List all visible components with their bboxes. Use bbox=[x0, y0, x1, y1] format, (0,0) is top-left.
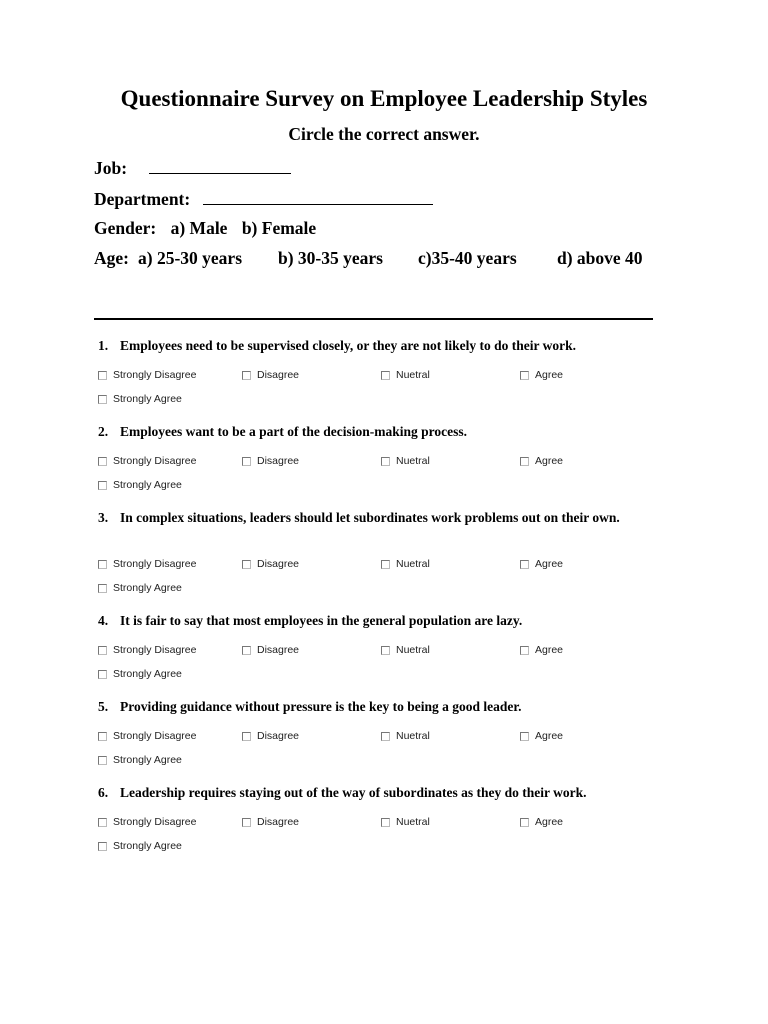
checkbox-icon[interactable] bbox=[98, 732, 107, 741]
q6-option-strongly-disagree[interactable]: Strongly Disagree bbox=[98, 816, 196, 828]
checkbox-icon[interactable] bbox=[242, 457, 251, 466]
checkbox-icon[interactable] bbox=[520, 457, 529, 466]
checkbox-icon[interactable] bbox=[98, 371, 107, 380]
checkbox-icon[interactable] bbox=[381, 732, 390, 741]
checkbox-icon[interactable] bbox=[520, 818, 529, 827]
question-number: 6. bbox=[98, 785, 109, 800]
department-blank-line[interactable] bbox=[203, 188, 433, 205]
q2-option-strongly-disagree[interactable]: Strongly Disagree bbox=[98, 455, 196, 467]
q5-option-strongly-disagree[interactable]: Strongly Disagree bbox=[98, 730, 196, 742]
age-label: Age: bbox=[94, 248, 129, 268]
checkbox-icon[interactable] bbox=[98, 842, 107, 851]
gender-label: Gender: bbox=[94, 218, 157, 238]
q6-option-agree[interactable]: Agree bbox=[520, 816, 563, 828]
job-field bbox=[94, 157, 291, 179]
question-number: 5. bbox=[98, 699, 109, 714]
q4-option-strongly-disagree[interactable]: Strongly Disagree bbox=[98, 644, 196, 656]
q5-option-neutral[interactable]: Nuetral bbox=[381, 730, 430, 742]
checkbox-icon[interactable] bbox=[242, 371, 251, 380]
checkbox-icon[interactable] bbox=[98, 584, 107, 593]
question-5 bbox=[98, 698, 668, 715]
gender-option-female[interactable]: b) Female bbox=[241, 218, 317, 238]
q1-option-strongly-disagree[interactable]: Strongly Disagree bbox=[98, 369, 196, 381]
q4-option-agree[interactable]: Agree bbox=[520, 644, 563, 656]
checkbox-icon[interactable] bbox=[520, 646, 529, 655]
instructions: Circle the correct answer. bbox=[288, 124, 480, 144]
checkbox-icon[interactable] bbox=[98, 395, 107, 404]
q1-option-neutral[interactable]: Nuetral bbox=[381, 369, 430, 381]
q2-option-neutral[interactable]: Nuetral bbox=[381, 455, 430, 467]
q6-option-neutral[interactable]: Nuetral bbox=[381, 816, 430, 828]
q3-option-neutral[interactable]: Nuetral bbox=[381, 558, 430, 570]
checkbox-icon[interactable] bbox=[98, 457, 107, 466]
age-field bbox=[94, 248, 129, 269]
q4-option-strongly-agree[interactable]: Strongly Agree bbox=[98, 668, 182, 680]
q5-option-strongly-agree[interactable]: Strongly Agree bbox=[98, 754, 182, 766]
question-text: It is fair to say that most employees in the general population are lazy. bbox=[120, 613, 523, 628]
q1-option-disagree[interactable]: Disagree bbox=[242, 369, 299, 381]
question-number: 4. bbox=[98, 613, 109, 628]
question-text: Providing guidance without pressure is the key to being a good leader. bbox=[120, 699, 522, 714]
q5-option-disagree[interactable]: Disagree bbox=[242, 730, 299, 742]
department-field bbox=[94, 188, 433, 210]
age-option-b[interactable]: b) 30-35 years bbox=[278, 248, 383, 268]
checkbox-icon[interactable] bbox=[242, 646, 251, 655]
checkbox-icon[interactable] bbox=[98, 646, 107, 655]
q3-option-disagree[interactable]: Disagree bbox=[242, 558, 299, 570]
age-option-d[interactable]: d) above 40 bbox=[557, 248, 643, 268]
gender-field bbox=[94, 218, 316, 239]
question-number: 3. bbox=[98, 510, 109, 525]
checkbox-icon[interactable] bbox=[98, 818, 107, 827]
checkbox-icon[interactable] bbox=[381, 646, 390, 655]
q2-option-agree[interactable]: Agree bbox=[520, 455, 563, 467]
q1-option-agree[interactable]: Agree bbox=[520, 369, 563, 381]
checkbox-icon[interactable] bbox=[242, 818, 251, 827]
checkbox-icon[interactable] bbox=[520, 560, 529, 569]
question-2 bbox=[98, 423, 668, 440]
checkbox-icon[interactable] bbox=[98, 560, 107, 569]
age-option-c[interactable]: c)35-40 years bbox=[418, 248, 517, 268]
question-text: Employees want to be a part of the decision-making process. bbox=[120, 424, 467, 439]
age-option-a[interactable]: a) 25-30 years bbox=[138, 248, 243, 268]
q2-option-strongly-agree[interactable]: Strongly Agree bbox=[98, 479, 182, 491]
question-4 bbox=[98, 612, 668, 629]
question-3 bbox=[98, 509, 668, 526]
checkbox-icon[interactable] bbox=[381, 457, 390, 466]
page-title: Questionnaire Survey on Employee Leadership Styles bbox=[120, 86, 648, 111]
q4-option-disagree[interactable]: Disagree bbox=[242, 644, 299, 656]
question-number: 1. bbox=[98, 338, 109, 353]
checkbox-icon[interactable] bbox=[381, 818, 390, 827]
job-blank-line[interactable] bbox=[149, 157, 291, 174]
q3-option-agree[interactable]: Agree bbox=[520, 558, 563, 570]
checkbox-icon[interactable] bbox=[98, 481, 107, 490]
checkbox-icon[interactable] bbox=[520, 371, 529, 380]
question-text: Leadership requires staying out of the way of subordinates as they do their work. bbox=[120, 785, 587, 800]
checkbox-icon[interactable] bbox=[242, 560, 251, 569]
question-text: Employees need to be supervised closely, or they are not likely to do their work. bbox=[120, 338, 576, 353]
department-label: Department: bbox=[94, 189, 191, 209]
checkbox-icon[interactable] bbox=[381, 560, 390, 569]
question-1 bbox=[98, 337, 668, 354]
checkbox-icon[interactable] bbox=[98, 670, 107, 679]
checkbox-icon[interactable] bbox=[242, 732, 251, 741]
checkbox-icon[interactable] bbox=[98, 756, 107, 765]
q2-option-disagree[interactable]: Disagree bbox=[242, 455, 299, 467]
checkbox-icon[interactable] bbox=[520, 732, 529, 741]
job-label: Job: bbox=[94, 158, 128, 178]
question-number: 2. bbox=[98, 424, 109, 439]
section-divider bbox=[94, 318, 653, 320]
q3-option-strongly-agree[interactable]: Strongly Agree bbox=[98, 582, 182, 594]
q5-option-agree[interactable]: Agree bbox=[520, 730, 563, 742]
q3-option-strongly-disagree[interactable]: Strongly Disagree bbox=[98, 558, 196, 570]
checkbox-icon[interactable] bbox=[381, 371, 390, 380]
question-6 bbox=[98, 784, 668, 801]
question-text: In complex situations, leaders should let subordinates work problems out on their own. bbox=[120, 510, 620, 525]
q6-option-strongly-agree[interactable]: Strongly Agree bbox=[98, 840, 182, 852]
q6-option-disagree[interactable]: Disagree bbox=[242, 816, 299, 828]
q4-option-neutral[interactable]: Nuetral bbox=[381, 644, 430, 656]
gender-option-male[interactable]: a) Male bbox=[170, 218, 228, 238]
q1-option-strongly-agree[interactable]: Strongly Agree bbox=[98, 393, 182, 405]
